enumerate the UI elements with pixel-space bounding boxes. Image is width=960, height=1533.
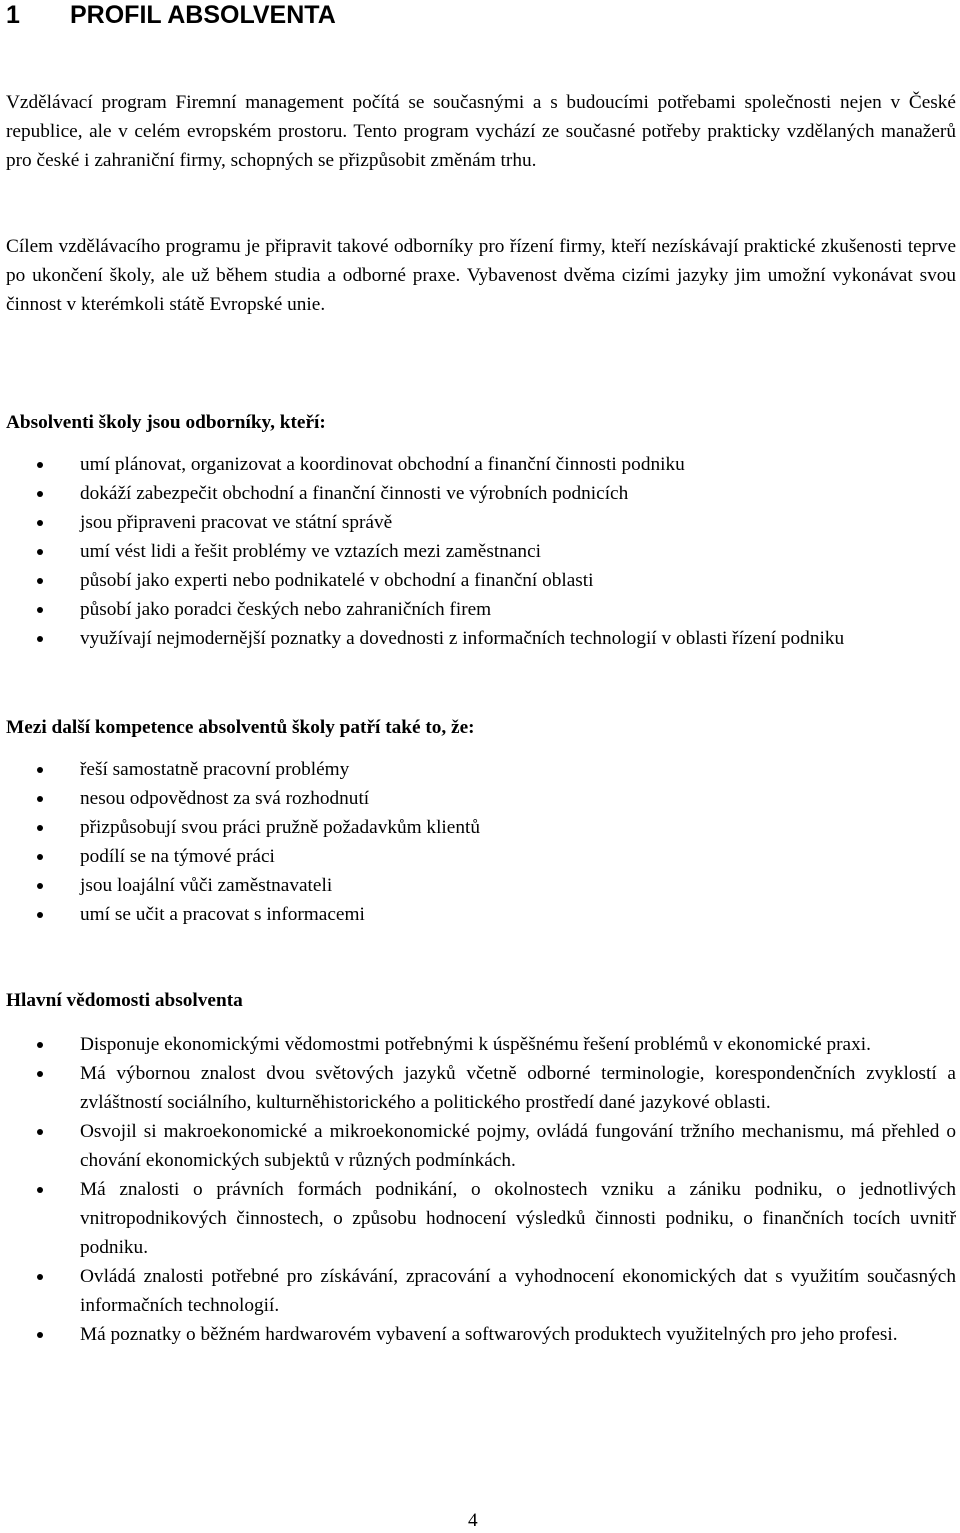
bullet-icon (37, 1274, 43, 1280)
list-item: Ovládá znalosti potřebné pro získávání, zpracování a vyhodnocení ekonomických dat s využitím současných informačních technologií. (6, 1262, 956, 1320)
bullet-icon (37, 1129, 43, 1135)
chapter-title: PROFIL ABSOLVENTA (70, 1, 336, 29)
list-item: jsou loajální vůči zaměstnavateli (6, 871, 956, 900)
chapter-heading (6, 0, 336, 30)
section-knowledge-title: Hlavní vědomosti absolventa (6, 990, 243, 1011)
list-item: umí plánovat, organizovat a koordinovat obchodní a finanční činnosti podniku (6, 450, 956, 479)
list-item: jsou připraveni pracovat ve státní správě (6, 508, 956, 537)
list-item: podílí se na týmové práci (6, 842, 956, 871)
page-number: 4 (468, 1510, 478, 1531)
bullet-icon (37, 825, 43, 831)
bullet-icon (37, 578, 43, 584)
list-item: působí jako poradci českých nebo zahraničních firem (6, 595, 956, 624)
list-item: Osvojil si makroekonomické a mikroekonomické pojmy, ovládá fungování tržního mechanismu, má přehled o chování ekonomických subjektů v různých podmínkách. (6, 1117, 956, 1175)
list-item: nesou odpovědnost za svá rozhodnutí (6, 784, 956, 813)
section-competences-title: Mezi další kompetence absolventů školy patří také to, že: (6, 717, 475, 738)
bullet-icon (37, 767, 43, 773)
bullet-icon (37, 796, 43, 802)
list-item: umí vést lidi a řešit problémy ve vztazích mezi zaměstnanci (6, 537, 956, 566)
bullet-icon (37, 462, 43, 468)
bullet-icon (37, 491, 43, 497)
bullet-icon (37, 854, 43, 860)
bullet-icon (37, 912, 43, 918)
list-item: Disponuje ekonomickými vědomostmi potřebnými k úspěšnému řešení problémů v ekonomické praxi. (6, 1030, 956, 1059)
list-item: přizpůsobují svou práci pružně požadavkům klientů (6, 813, 956, 842)
list-item: umí se učit a pracovat s informacemi (6, 900, 956, 929)
intro-paragraph-1: Vzdělávací program Firemní management počítá se současnými a s budoucími potřebami společnosti nejen v České republice, ale v celém evropském prostoru. Tento program vychází ze současné potřeby prakticky vzdělaných manažerů pro české i zahraniční firmy, schopných se přizpůsobit změnám trhu. (6, 92, 956, 171)
bullet-icon (37, 1042, 43, 1048)
list-item: řeší samostatně pracovní problémy (6, 755, 956, 784)
knowledge-list (6, 1030, 956, 1349)
list-item: dokáží zabezpečit obchodní a finanční činnosti ve výrobních podnicích (6, 479, 956, 508)
section-graduates-title: Absolventi školy jsou odborníky, kteří: (6, 412, 326, 433)
list-item: Má poznatky o běžném hardwarovém vybavení a softwarových produktech využitelných pro jeho profesi. (6, 1320, 956, 1349)
bullet-icon (37, 883, 43, 889)
bullet-icon (37, 1187, 43, 1193)
list-item: využívají nejmodernější poznatky a dovednosti z informačních technologií v oblasti řízení podniku (6, 624, 956, 653)
chapter-number: 1 (6, 1, 20, 29)
intro-paragraph-2: Cílem vzdělávacího programu je připravit takové odborníky pro řízení firmy, kteří nezískávají praktické zkušenosti teprve po ukončení školy, ale už během studia a odborné praxe. Vybavenost dvěma cizími jazyky jim umožní vykonávat svou činnost v kterémkoli státě Evropské unie. (6, 236, 956, 315)
bullet-icon (37, 1332, 43, 1338)
bullet-icon (37, 636, 43, 642)
list-item: působí jako experti nebo podnikatelé v obchodní a finanční oblasti (6, 566, 956, 595)
list-item: Má výbornou znalost dvou světových jazyků včetně odborné terminologie, korespondenčních zvyklostí a zvláštností sociálního, kulturněhistorického a politického prostředí dané jazykové oblasti. (6, 1059, 956, 1117)
bullet-icon (37, 549, 43, 555)
list-item: Má znalosti o právních formách podnikání, o okolnostech vzniku a zániku podniku, o jednotlivých vnitropodnikových činnostech, o způsobu hodnocení výsledků činnosti podniku, o finančních tocích uvnitř podniku. (6, 1175, 956, 1262)
graduates-list (6, 450, 956, 653)
bullet-icon (37, 607, 43, 613)
bullet-icon (37, 1071, 43, 1077)
bullet-icon (37, 520, 43, 526)
competences-list (6, 755, 956, 929)
